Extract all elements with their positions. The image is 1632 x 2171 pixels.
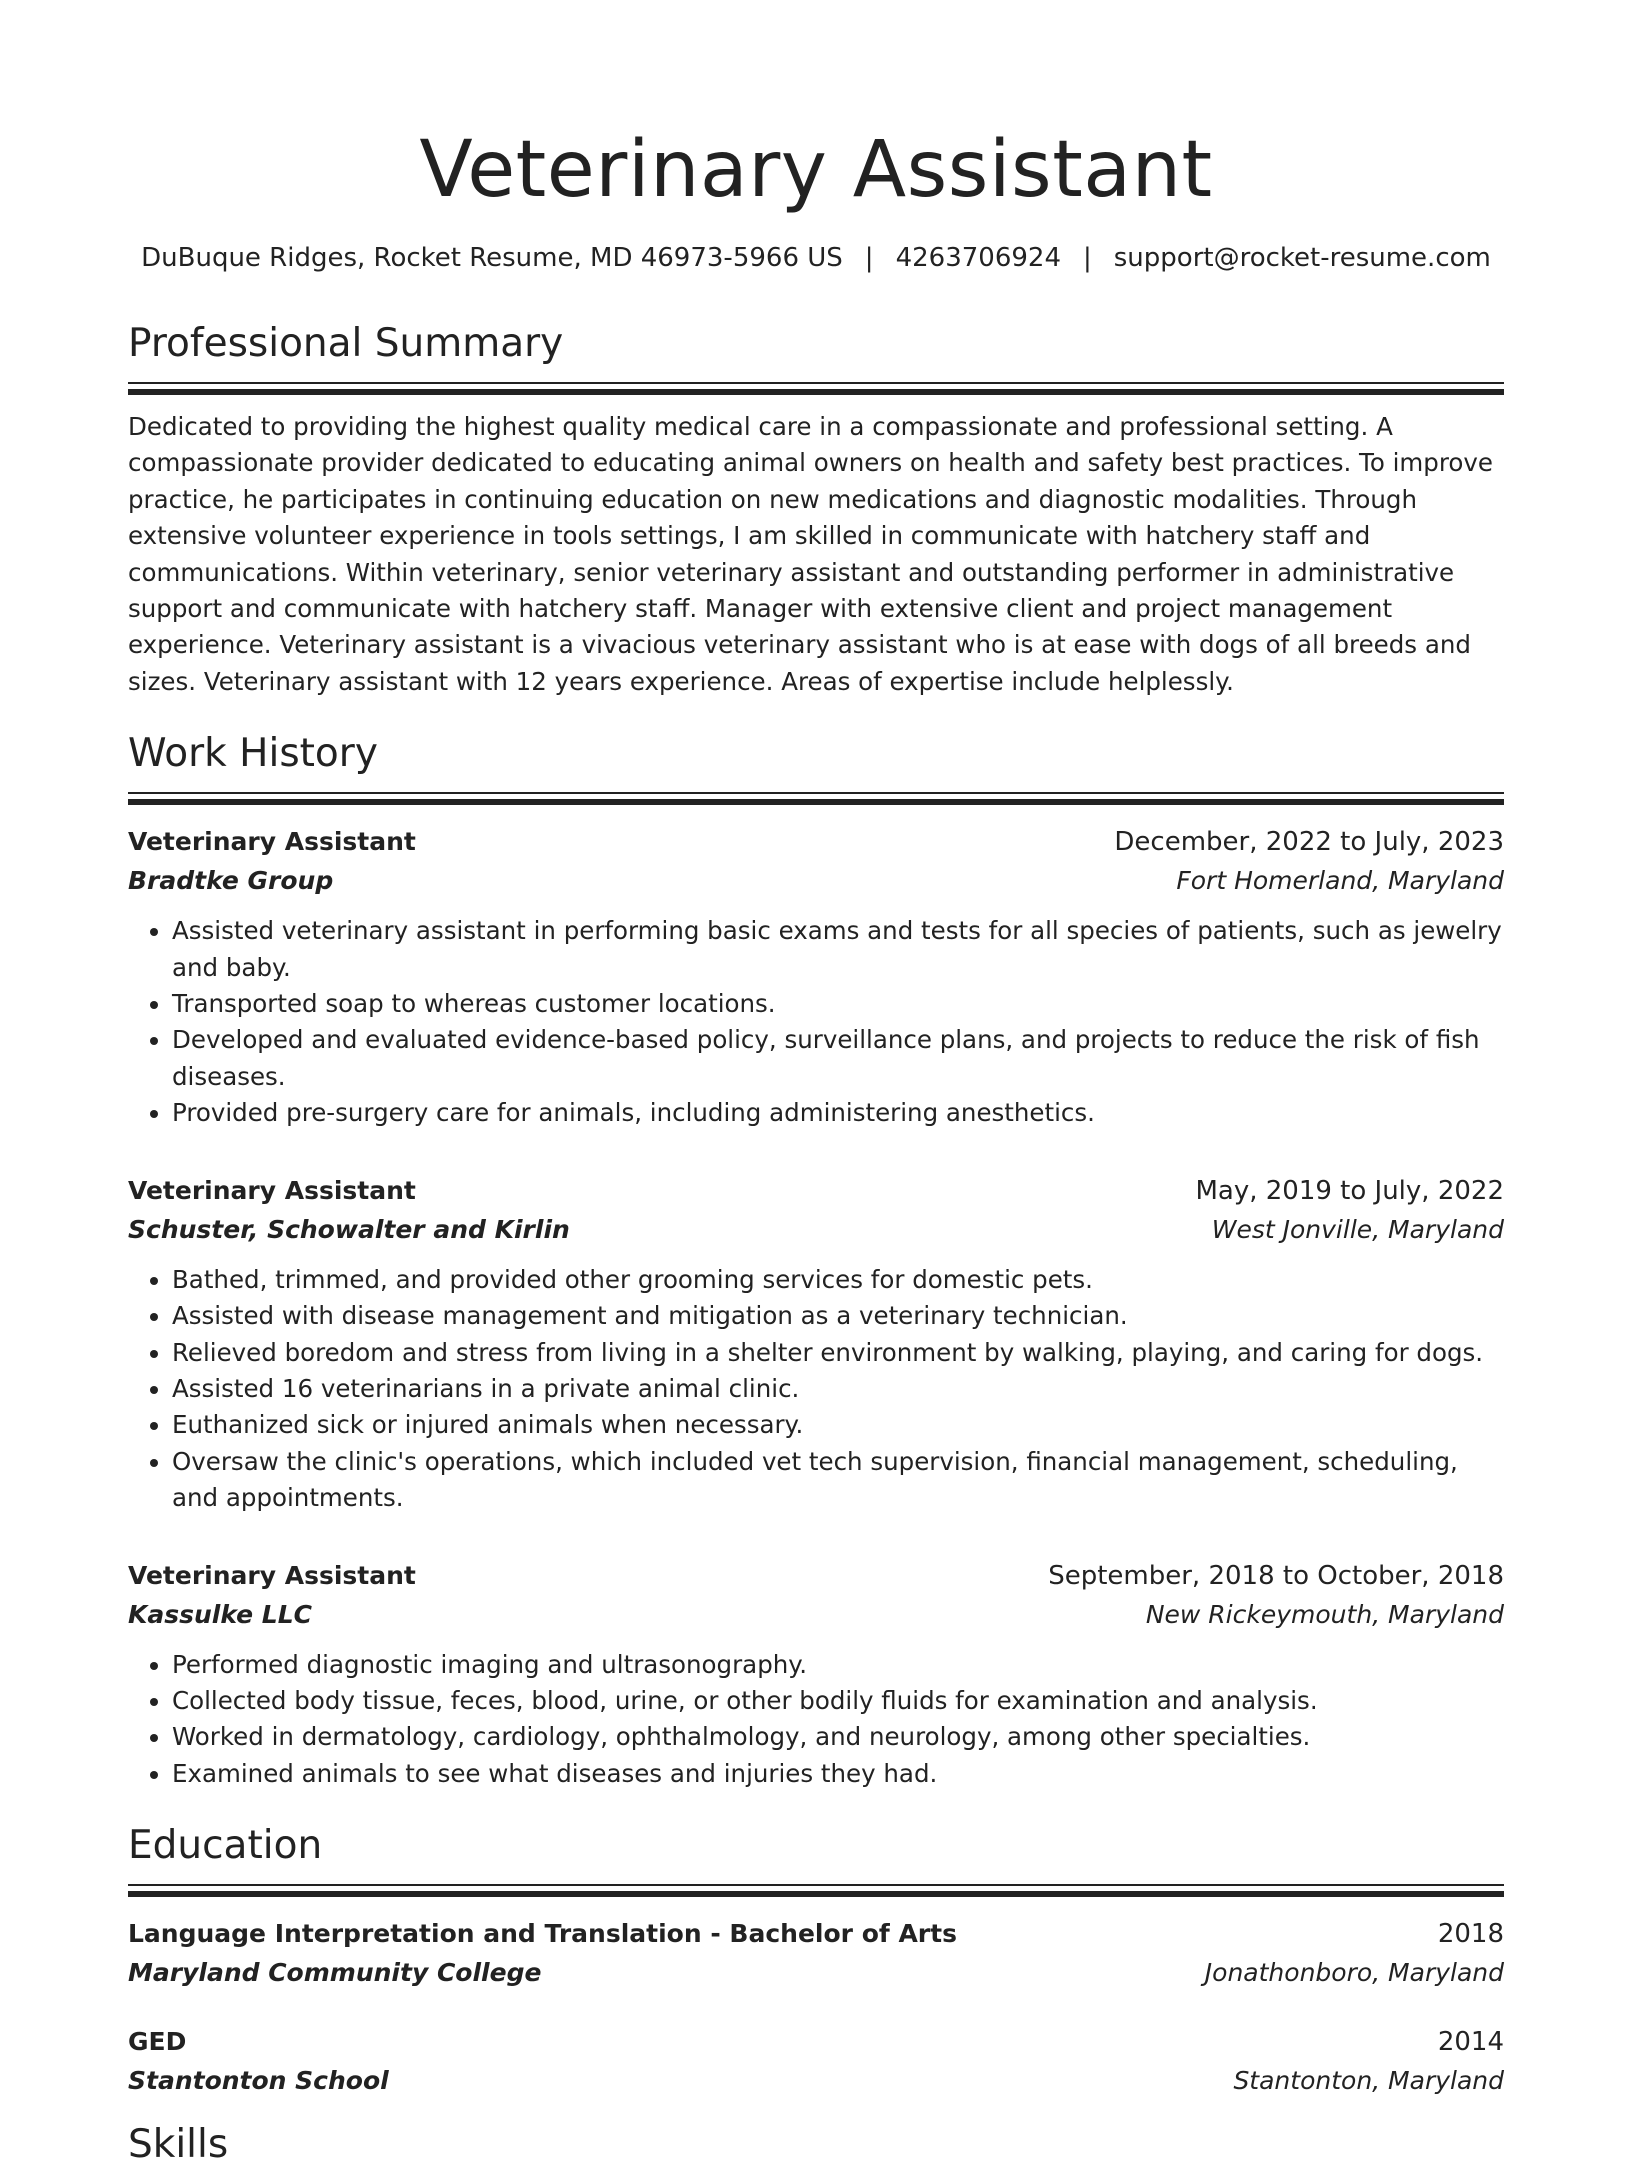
job-location: West Jonville, Maryland	[1211, 1214, 1504, 1244]
contact-address: DuBuque Ridges, Rocket Resume, MD 46973-5966 US	[141, 243, 843, 273]
list-item: • Provided pre-surgery care for animals, including administering anesthetics.	[172, 1095, 1504, 1131]
section-divider	[128, 792, 1504, 805]
section-heading: Education	[128, 1823, 323, 1869]
job-dates: September, 2018 to October, 2018	[1048, 1560, 1504, 1591]
list-item: • Assisted 16 veterinarians in a private animal clinic.	[172, 1371, 1504, 1407]
job-dates: May, 2019 to July, 2022	[1195, 1175, 1504, 1206]
section-heading: Skills	[128, 2122, 229, 2168]
job-company: Kassulke LLC	[128, 1599, 312, 1629]
education-degree: Language Interpretation and Translation - Bachelor of Arts	[128, 1919, 957, 1949]
section-education	[128, 1820, 1504, 2101]
section-summary	[128, 318, 1504, 700]
section-divider	[128, 1884, 1504, 1897]
section-heading: Professional Summary	[128, 321, 564, 366]
section-heading: Work History	[128, 731, 378, 777]
job-title: Veterinary Assistant	[128, 1175, 416, 1205]
list-item: • Examined animals to see what diseases and injuries they had.	[172, 1756, 1504, 1792]
education-year: 2014	[1437, 2027, 1504, 2058]
education-year: 2018	[1437, 1919, 1504, 1950]
education-degree: GED	[128, 2027, 187, 2057]
summary-text: Dedicated to providing the highest quality medical care in a compassionate and professional setting. A compassionate provider dedicated to educating animal owners on health and safety best practices. To improve practice, he participates in continuing education on new medications and diagnostic modalities. Through extensive volunteer experience in tools settings, I am skilled in communicate with hatchery staff and communications. Within veterinary, senior veterinary assistant and outstanding performer in administrative support and communicate with hatchery staff. Manager with extensive client and project management experience. Veterinary assistant is a vivacious veterinary assistant who is at ease with dogs of all breeds and sizes. Veterinary assistant with 12 years experience. Areas of expertise include helplessly.	[128, 412, 1493, 696]
education-location: Stantonton, Maryland	[1233, 2066, 1504, 2096]
list-item: • Oversaw the clinic's operations, which included vet tech supervision, financial management, scheduling, and appointments.	[172, 1444, 1504, 1517]
section-work-history	[128, 728, 1504, 1792]
list-item: • Transported soap to whereas customer locations.	[172, 986, 1504, 1022]
job-entry	[128, 823, 1504, 1131]
list-item: • Euthanized sick or injured animals when necessary.	[172, 1407, 1504, 1443]
contact-line	[128, 240, 1504, 276]
job-company: Schuster, Schowalter and Kirlin	[128, 1214, 570, 1244]
list-item: • Developed and evaluated evidence-based policy, surveillance plans, and projects to reduce the risk of fish diseases.	[172, 1022, 1504, 1095]
education-school: Maryland Community College	[128, 1958, 542, 1988]
contact-phone: 4263706924	[895, 243, 1061, 273]
list-item: • Performed diagnostic imaging and ultrasonography.	[172, 1647, 1504, 1683]
contact-separator: |	[1082, 243, 1092, 273]
job-entry	[128, 1557, 1504, 1793]
list-item: • Relieved boredom and stress from living in a shelter environment by walking, playing, and caring for dogs.	[172, 1335, 1504, 1371]
contact-email[interactable]: support@rocket-resume.com	[1113, 243, 1491, 273]
job-bullets	[128, 1647, 1504, 1793]
job-bullets	[128, 1262, 1504, 1517]
section-skills	[128, 2119, 1504, 2171]
list-item: • Bathed, trimmed, and provided other grooming services for domestic pets.	[172, 1262, 1504, 1298]
education-entry	[128, 1915, 1504, 1993]
list-item: • Worked in dermatology, cardiology, ophthalmology, and neurology, among other specialties.	[172, 1719, 1504, 1755]
job-bullets	[128, 913, 1504, 1131]
job-location: Fort Homerland, Maryland	[1176, 866, 1504, 896]
resume-title: Veterinary Assistant	[419, 125, 1213, 215]
job-title: Veterinary Assistant	[128, 1560, 416, 1590]
job-entry	[128, 1172, 1504, 1517]
job-title: Veterinary Assistant	[128, 827, 416, 857]
education-school: Stantonton School	[128, 2066, 389, 2096]
contact-separator: |	[864, 243, 874, 273]
education-location: Jonathonboro, Maryland	[1204, 1958, 1504, 1988]
job-dates: December, 2022 to July, 2023	[1114, 827, 1504, 858]
job-company: Bradtke Group	[128, 866, 334, 896]
list-item: • Assisted veterinary assistant in performing basic exams and tests for all species of patients, such as jewelry and baby.	[172, 913, 1504, 986]
list-item: • Assisted with disease management and mitigation as a veterinary technician.	[172, 1298, 1504, 1334]
section-divider	[128, 382, 1504, 395]
list-item: • Collected body tissue, feces, blood, urine, or other bodily fluids for examination and analysis.	[172, 1683, 1504, 1719]
job-location: New Rickeymouth, Maryland	[1145, 1599, 1504, 1629]
education-entry	[128, 2023, 1504, 2101]
